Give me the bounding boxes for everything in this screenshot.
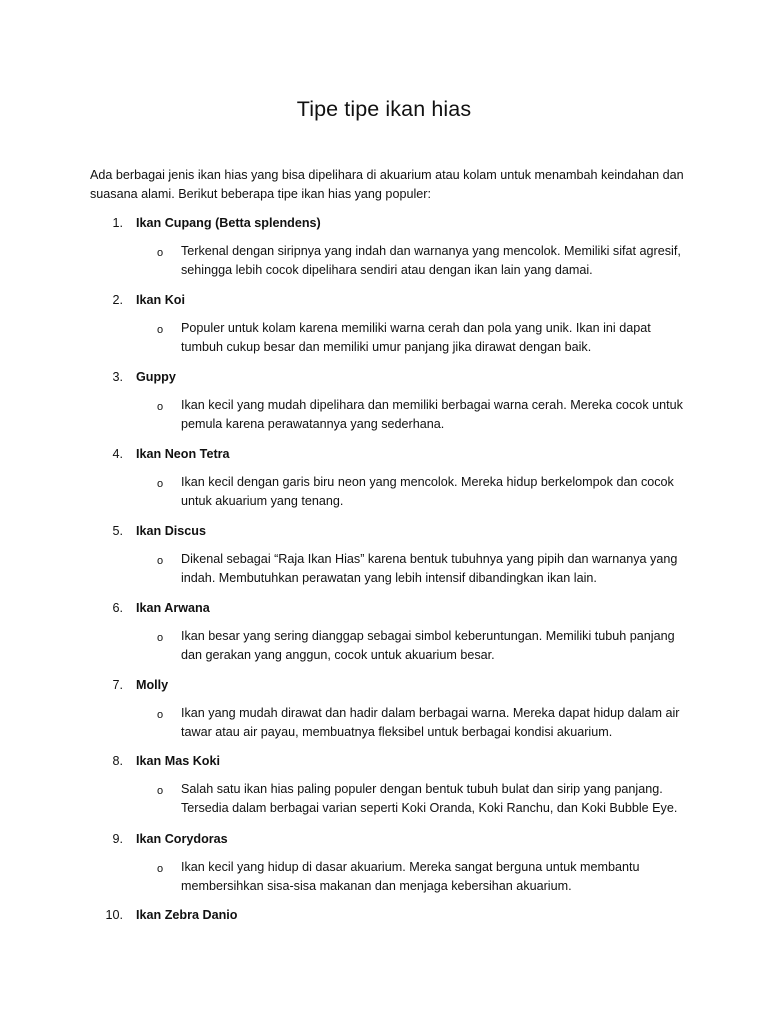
intro-paragraph: Ada berbagai jenis ikan hias yang bisa dipelihara di akuarium atau kolam untuk menambah keindahan dan suasana alami. Berikut beberapa tipe ikan hias yang populer:: [90, 168, 684, 201]
bullet-icon: o: [157, 785, 164, 797]
list-number: 6.: [112, 601, 123, 615]
fish-name: Ikan Koi: [136, 293, 185, 307]
fish-description: Salah satu ikan hias paling populer dengan bentuk tubuh bulat dan sirip yang panjang. Tersedia dalam berbagai varian seperti Koki Oranda, Koki Ranchu, dan Koki Bubble Eye.: [181, 782, 678, 815]
fish-name: Molly: [136, 678, 169, 692]
fish-name: Ikan Zebra Danio: [136, 908, 238, 922]
fish-name: Ikan Discus: [136, 524, 206, 538]
list-number: 1.: [112, 216, 123, 230]
fish-description: Ikan kecil yang mudah dipelihara dan memiliki berbagai warna cerah. Mereka cocok untuk pemula karena perawatannya yang sederhana.: [181, 398, 683, 431]
fish-description: Populer untuk kolam karena memiliki warna cerah dan pola yang unik. Ikan ini dapat tumbuh cukup besar dan memiliki umur panjang jika dirawat dengan baik.: [181, 321, 651, 354]
fish-name: Ikan Neon Tetra: [136, 447, 230, 461]
bullet-icon: o: [157, 632, 164, 644]
bullet-icon: o: [157, 247, 164, 259]
fish-description: Ikan yang mudah dirawat dan hadir dalam berbagai warna. Mereka dapat hidup dalam air tawar atau air payau, membuatnya fleksibel untuk berbagai kondisi akuarium.: [181, 706, 680, 739]
fish-name: Ikan Corydoras: [136, 832, 228, 846]
fish-description: Ikan kecil dengan garis biru neon yang mencolok. Mereka hidup berkelompok dan cocok untuk akuarium yang tenang.: [181, 475, 674, 508]
fish-name: Ikan Cupang (Betta splendens): [136, 216, 321, 230]
bullet-icon: o: [157, 324, 164, 336]
fish-description: Ikan kecil yang hidup di dasar akuarium. Mereka sangat berguna untuk membantu membersihkan sisa-sisa makanan dan menjaga kebersihan akuarium.: [181, 860, 640, 893]
bullet-icon: o: [157, 863, 164, 875]
list-number: 2.: [112, 293, 123, 307]
fish-description: Terkenal dengan siripnya yang indah dan warnanya yang mencolok. Memiliki sifat agresif, sehingga lebih cocok dipelihara sendiri atau dengan ikan lain yang damai.: [181, 244, 681, 277]
fish-name: Ikan Arwana: [136, 601, 210, 615]
bullet-icon: o: [157, 478, 164, 490]
fish-name: Ikan Mas Koki: [136, 754, 220, 768]
fish-description: Ikan besar yang sering dianggap sebagai simbol keberuntungan. Memiliki tubuh panjang dan gerakan yang anggun, cocok untuk akuarium besar.: [181, 629, 675, 662]
bullet-icon: o: [157, 555, 164, 567]
list-number: 3.: [112, 370, 123, 384]
document-title: Tipe tipe ikan hias: [296, 97, 472, 121]
bullet-icon: o: [157, 401, 164, 413]
list-number: 9.: [112, 832, 123, 846]
bullet-icon: o: [157, 709, 164, 721]
list-number: 7.: [112, 678, 123, 692]
fish-description: Dikenal sebagai “Raja Ikan Hias” karena bentuk tubuhnya yang pipih dan warnanya yang indah. Membutuhkan perawatan yang lebih intensif dibandingkan ikan lain.: [181, 552, 678, 585]
list-number: 5.: [112, 524, 123, 538]
list-number: 4.: [112, 447, 123, 461]
list-number: 10.: [105, 908, 123, 922]
list-number: 8.: [112, 754, 123, 768]
fish-name: Guppy: [136, 370, 176, 384]
